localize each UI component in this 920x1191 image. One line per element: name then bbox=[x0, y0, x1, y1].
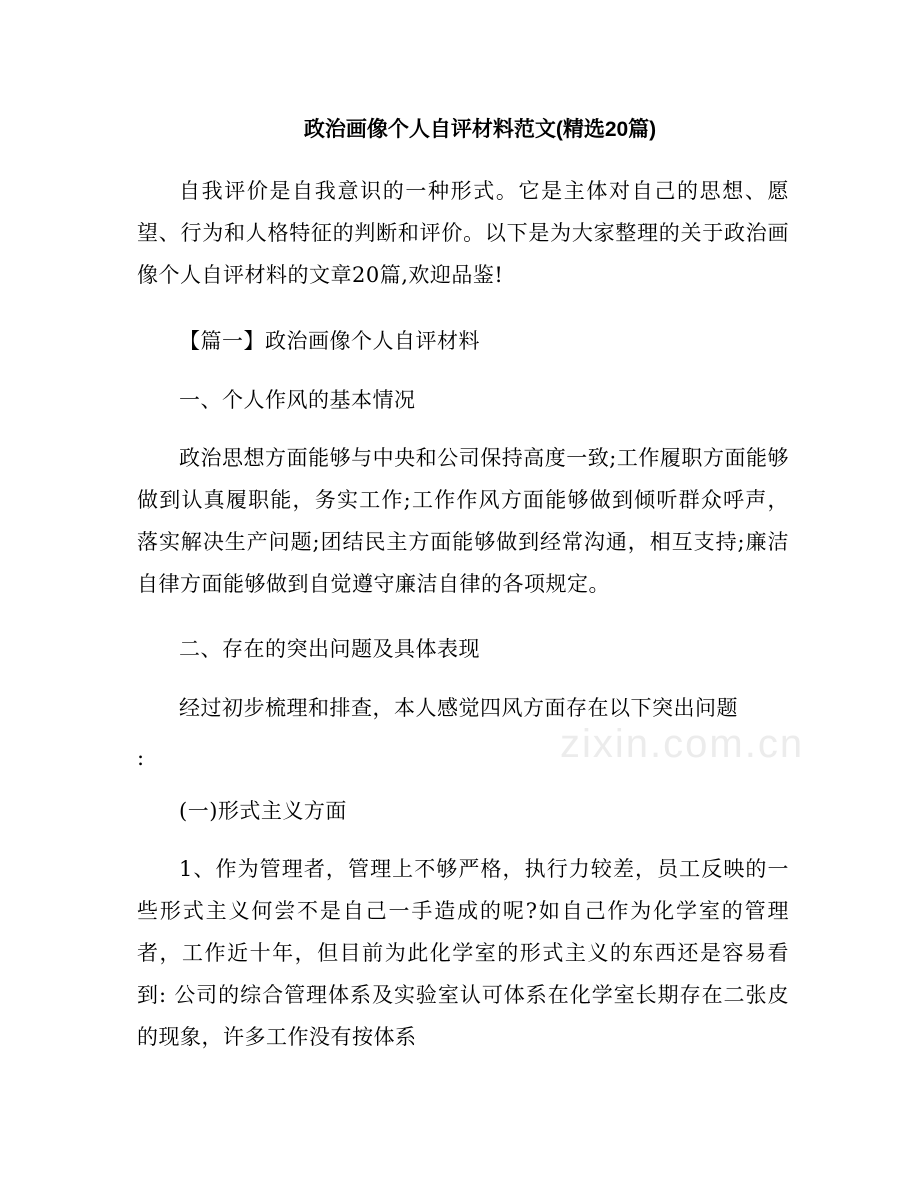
document-title: 政治画像个人自评材料范文(精选20篇) bbox=[303, 118, 657, 141]
paragraph-basic-situation: 政治思想方面能够与中央和公司保持高度一致;工作履职方面能够做到认真履职能，务实工作;工作作风方面能够做到倾听群众呼声，落实解决生产问题;团结民主方面能够做到经常沟通，相互支持;廉洁自律方面能够做到自觉遵守廉洁自律的各项规定。 bbox=[137, 446, 789, 596]
heading-personal-style: 一、个人作风的基本情况 bbox=[179, 388, 416, 412]
intro-paragraph: 自我评价是自我意识的一种形式。它是主体对自己的思想、愿望、行为和人格特征的判断和评价。以下是为大家整理的关于政治画像个人自评材料的文章20篇,欢迎品鉴! bbox=[137, 179, 789, 287]
heading-problems: 二、存在的突出问题及具体表现 bbox=[179, 637, 480, 661]
paragraph-formalism-item-1: 1、作为管理者，管理上不够严格，执行力较差，员工反映的一些形式主义何尝不是自己一手造成的呢?如自己作为化学室的管理者，工作近十年，但目前为此化学室的形式主义的东西还是容易看到: 公司的综合管理体系及实验室认可体系在化学室长期存在二张皮的现象，许多工作没有按体系 bbox=[137, 857, 789, 1049]
section-title: 【篇一】政治画像个人自评材料 bbox=[179, 329, 480, 353]
paragraph-problems-colon: : bbox=[137, 746, 145, 770]
heading-formalism: (一)形式主义方面 bbox=[179, 799, 347, 823]
paragraph-problems-intro: 经过初步梳理和排查，本人感觉四风方面存在以下突出问题 bbox=[179, 696, 738, 720]
watermark: zixin.com.cn bbox=[560, 722, 805, 766]
